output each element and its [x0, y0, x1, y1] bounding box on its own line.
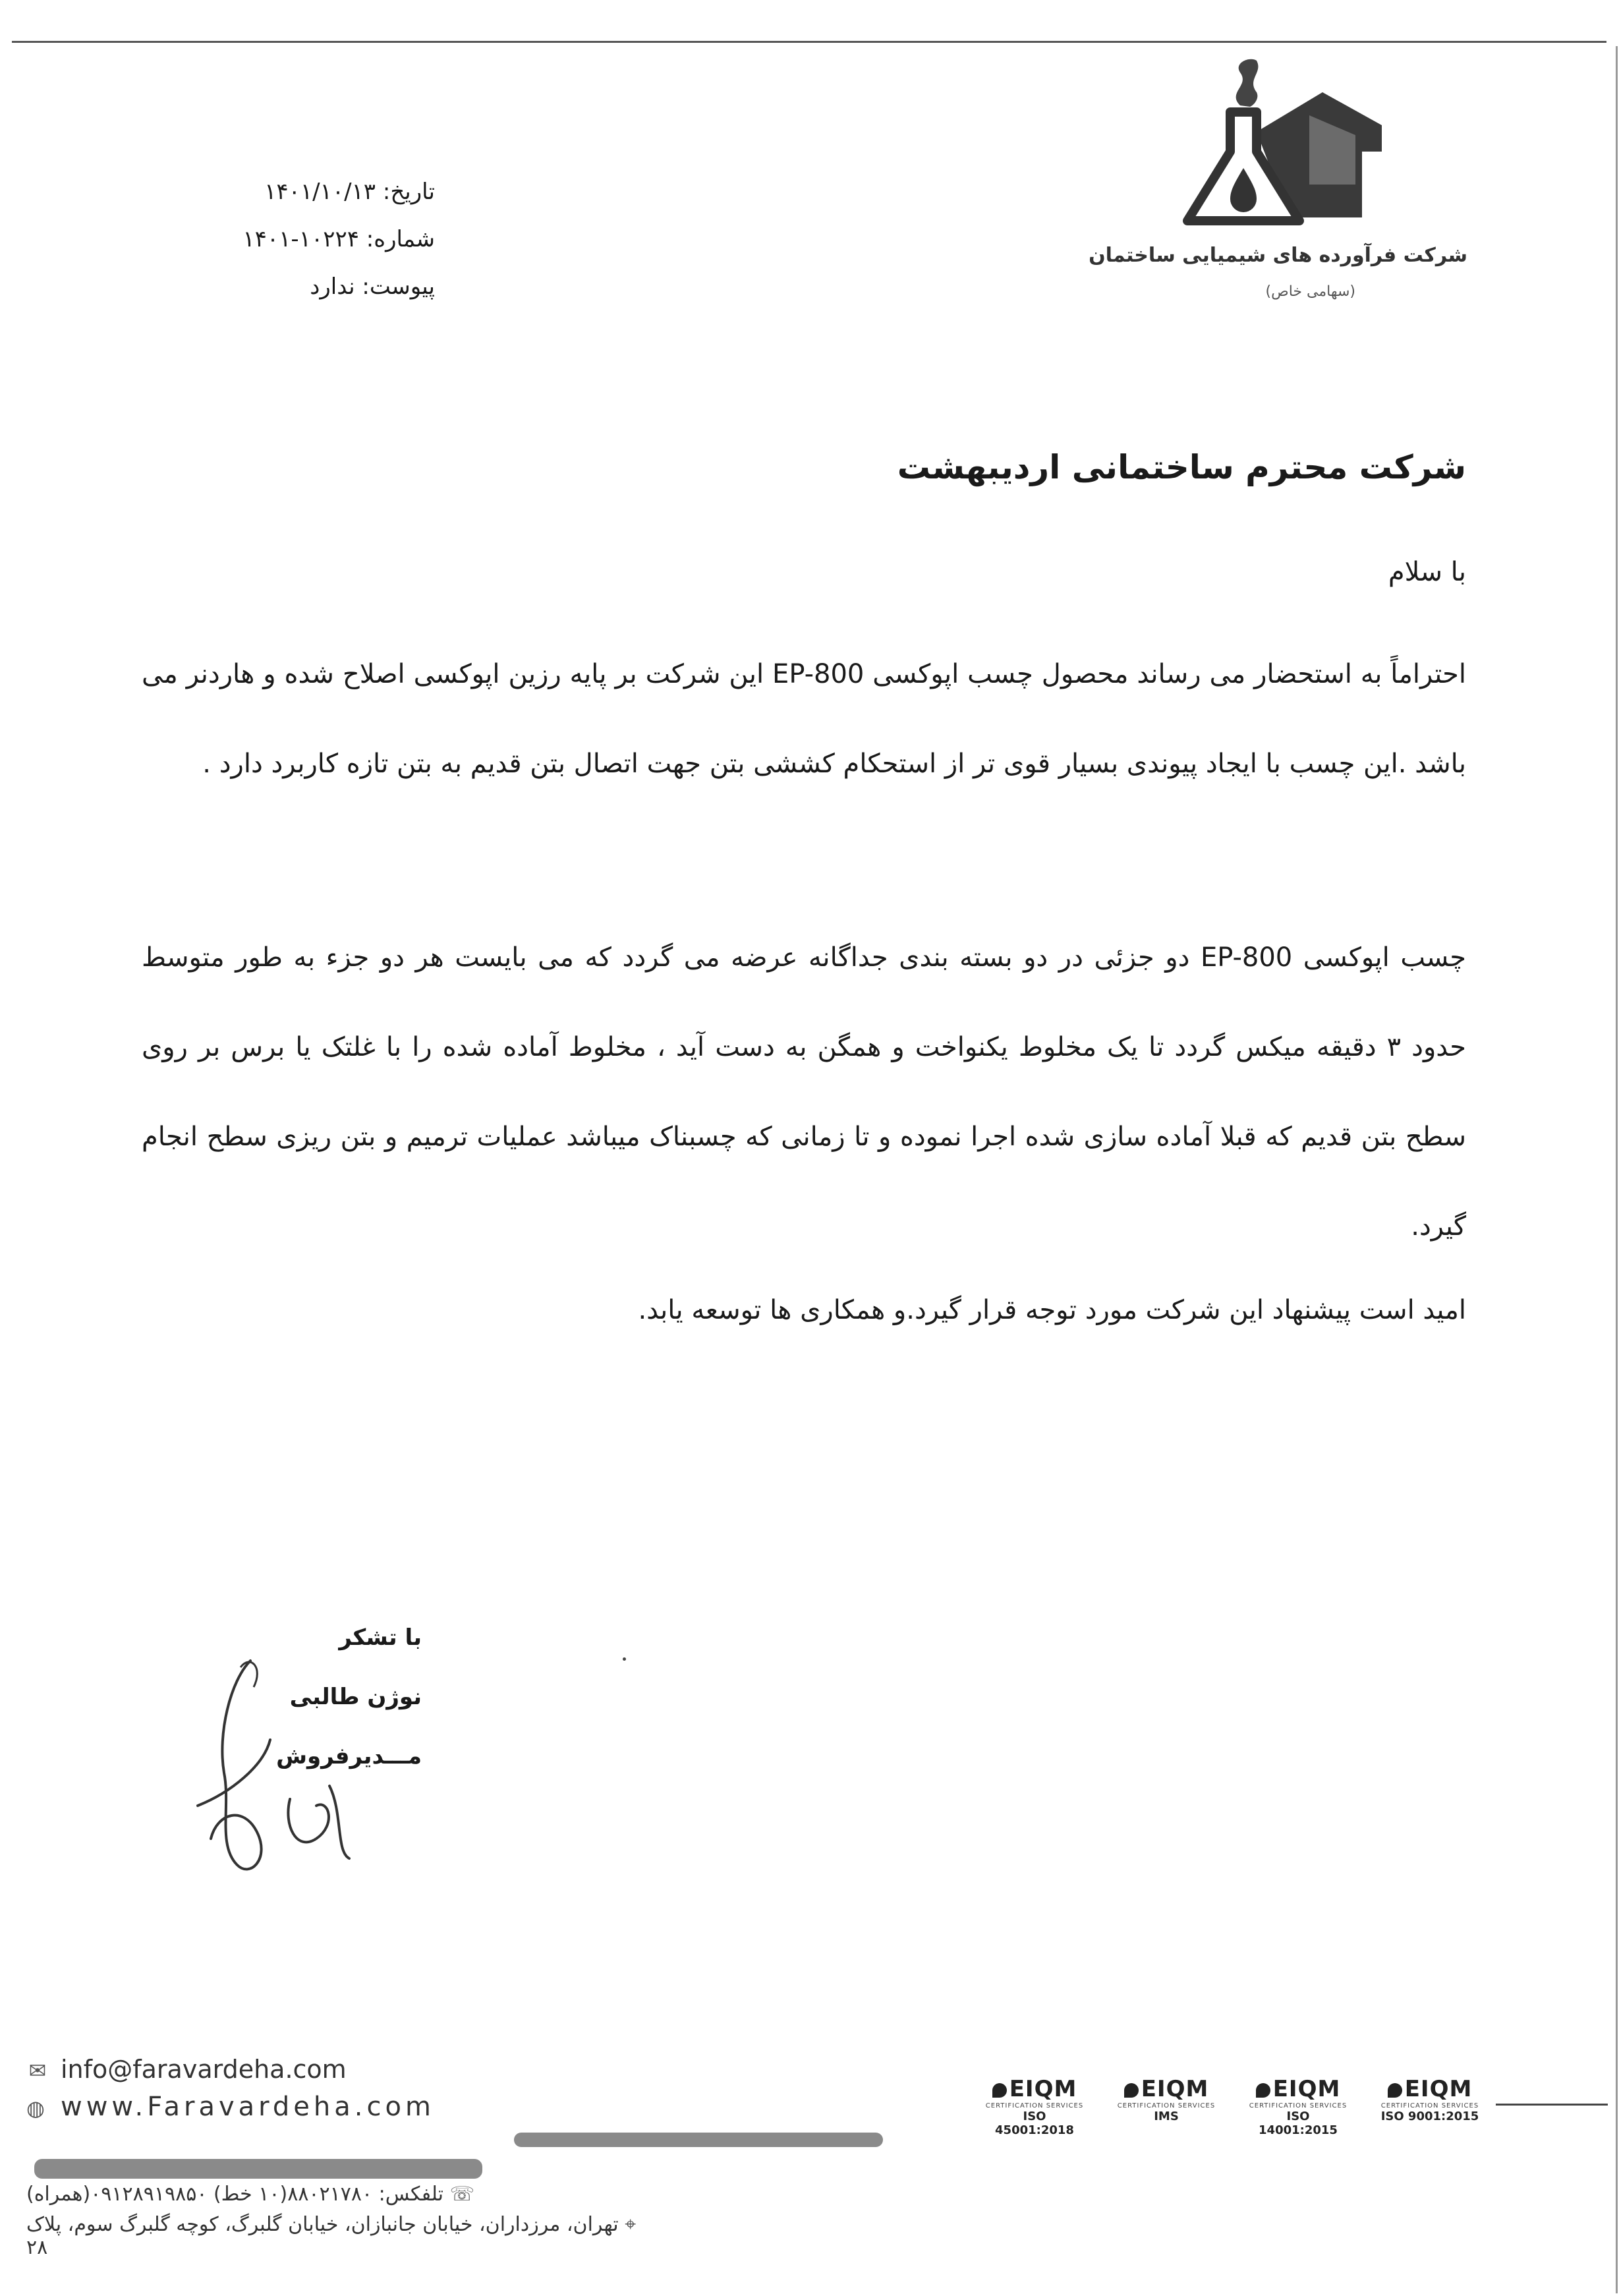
phone-icon: ☏	[443, 2183, 475, 2206]
paragraph-1: احتراماً به استحضار می رساند محصول چسب اپوکسی EP-800 این شرکت بر پایه رزین اپوکسی اصلاح شده و هاردنر می باشد .این چسب با ایجاد پیوندی بسیار قوی تر از استحکام کششی بتن جهت اتصال بتن قدیم به بتن تازه کاربرد دارد .	[142, 659, 1467, 779]
footer-bar	[34, 2159, 482, 2179]
cert-standard: ISO 14001:2015	[1259, 2109, 1338, 2137]
eiqm-mark-icon	[1388, 2083, 1402, 2098]
eiqm-mark-icon	[1124, 2083, 1139, 2098]
closing: با تشکر	[339, 1624, 422, 1651]
phone-text: تلفکس: ۸۸۰۲۱۷۸۰(۱۰ خط) ۰۹۱۲۸۹۱۹۸۵۰(همراه)	[26, 2183, 444, 2206]
footer-phone	[26, 2183, 685, 2206]
eiqm-mark-icon	[1256, 2083, 1270, 2098]
letter-meta	[211, 168, 435, 310]
letter-date: تاریخ: ۱۴۰۱/۱۰/۱۳	[264, 179, 435, 205]
location-pin-icon: ⌖	[618, 2213, 637, 2236]
company-name: شرکت فرآورده های شیمیایی ساختمان	[1089, 244, 1467, 267]
letter-attachment: پیوست: ندارد	[310, 273, 435, 300]
recipient: شرکت محترم ساختمانی اردیبهشت	[897, 448, 1466, 486]
cert-logo	[1114, 2076, 1219, 2123]
letter-number: شماره: ۱۰۲۲۴-۱۴۰۱	[242, 226, 435, 252]
cert-brand: EIQM	[1009, 2076, 1077, 2102]
cert-caption: CERTIFICATION SERVICES	[1380, 2102, 1479, 2109]
cert-standard: IMS	[1154, 2109, 1179, 2123]
handwritten-signature-icon	[178, 1641, 395, 1891]
globe-icon: ◍	[26, 2096, 49, 2121]
eiqm-mark-icon	[992, 2083, 1007, 2098]
company-type: (سهامی خاص)	[1265, 283, 1355, 300]
footer-address	[26, 2213, 659, 2259]
cert-standard: ISO 45001:2018	[995, 2109, 1074, 2137]
top-rule	[12, 41, 1606, 43]
cert-brand: EIQM	[1272, 2076, 1341, 2102]
cert-logo	[1377, 2076, 1483, 2123]
company-logo-icon	[1158, 53, 1402, 237]
paragraph-2: چسب اپوکسی EP-800 دو جزئی در دو بسته بندی جداگانه عرضه می گردد که می بایست هر دو جزء به طور متوسط حدود ۳ دقیقه میکس گردد تا یک مخلوط یکنواخت و همگن به دست آید ، مخلوط آماده شده را با غلتک یا برس بر روی سطح بتن قدیم که قبلا آماده سازی شده اجرا نموده و تا زمانی که چسبناک میباشد عملیات ترمیم و بتن ریزی سطح انجام گیرد.	[142, 942, 1467, 1242]
footer-website[interactable]	[26, 2092, 488, 2122]
mail-icon: ✉	[28, 2058, 47, 2083]
cert-brand: EIQM	[1404, 2076, 1473, 2102]
cert-logo	[1245, 2076, 1351, 2137]
cert-caption: CERTIFICATION SERVICES	[1249, 2102, 1348, 2109]
cert-logo	[982, 2076, 1087, 2137]
cert-caption: CERTIFICATION SERVICES	[1117, 2102, 1216, 2109]
cert-caption: CERTIFICATION SERVICES	[985, 2102, 1084, 2109]
signer-title: مـــدیرفروش	[276, 1743, 422, 1769]
paragraph-3: امید است پیشنهاد این شرکت مورد توجه قرار گیرد.و همکاری ها توسعه یابد.	[638, 1295, 1466, 1325]
email-text: info@faravardeha.com	[61, 2055, 347, 2084]
cert-brand: EIQM	[1141, 2076, 1209, 2102]
certification-logos	[982, 2076, 1489, 2148]
greeting: با سلام	[1388, 557, 1466, 587]
footer-rule	[1496, 2104, 1608, 2106]
footer-email[interactable]	[26, 2055, 488, 2084]
cert-standard: ISO 9001:2015	[1380, 2109, 1479, 2123]
page-edge-rule	[1616, 46, 1618, 2293]
footer-bar-2	[514, 2133, 883, 2147]
signer-name: نوژن طالبی	[289, 1684, 422, 1710]
address-text: تهران، مرزداران، خیابان جانبازان، خیابان گلبرگ، کوچه گلبرگ سوم، پلاک ۲۸	[26, 2213, 619, 2259]
website-text: www.Faravardeha.com	[61, 2092, 435, 2122]
stray-dot	[623, 1657, 626, 1661]
